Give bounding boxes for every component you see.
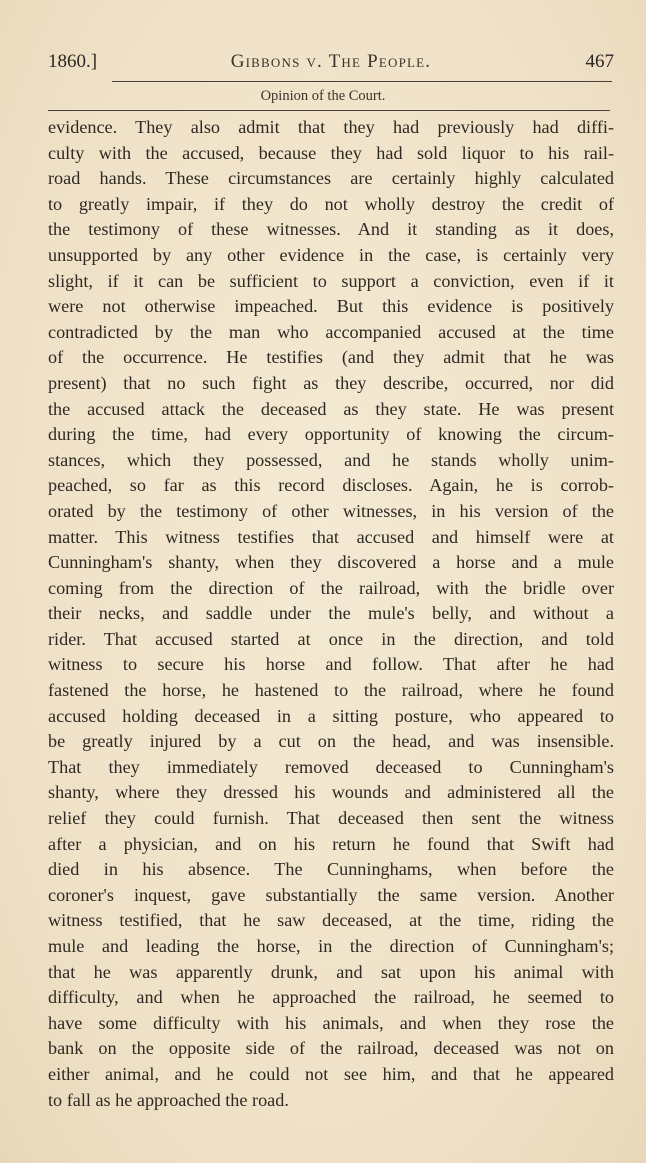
text-line: died in his absence. The Cunninghams, when before the — [48, 859, 614, 880]
text-line: culty with the accused, because they had sold liquor to his rail- — [48, 142, 614, 163]
text-line: either animal, and he could not see him, and that he appeared — [48, 1063, 614, 1084]
text-line: Cunningham's shanty, when they discovered a horse and a mule — [48, 552, 614, 573]
text-line: were not otherwise impeached. But this evidence is positively — [48, 296, 614, 317]
text-line: difficulty, and when he approached the railroad, he seemed to — [48, 987, 614, 1008]
text-line: coming from the direction of the railroad, with the bridle over — [48, 577, 614, 598]
text-line: orated by the testimony of other witnesses, in his version of the — [48, 500, 614, 521]
page-number: 467 — [585, 51, 614, 72]
header-rule-top — [112, 81, 612, 82]
header-rule-bottom — [48, 110, 610, 111]
text-line: have some difficulty with his animals, and when they rose the — [48, 1012, 614, 1033]
text-line: witness testified, that he saw deceased, at the time, riding the — [48, 910, 614, 931]
running-head — [48, 51, 614, 77]
text-line: matter. This witness testifies that accused and himself were at — [48, 526, 614, 547]
text-line: slight, if it can be sufficient to support a conviction, even if it — [48, 270, 614, 291]
text-line: peached, so far as this record discloses. Again, he is corrob- — [48, 475, 614, 496]
text-line: coroner's inquest, gave substantially the same version. Another — [48, 884, 614, 905]
text-line: mule and leading the horse, in the direction of Cunningham's; — [48, 936, 614, 956]
text-line: contradicted by the man who accompanied accused at the time — [48, 321, 614, 342]
text-line: present) that no such fight as they describe, occurred, nor did — [48, 372, 614, 393]
running-head-case-title: Gibbons v. The People. — [230, 51, 432, 72]
text-line: unsupported by any other evidence in the case, is certainly very — [48, 244, 614, 265]
text-line: that he was apparently drunk, and sat upon his animal with — [48, 961, 614, 982]
text-line: relief they could furnish. That deceased then sent the witness — [48, 808, 614, 829]
text-line: That they immediately removed deceased to Cunningham's — [48, 756, 614, 777]
text-line: stances, which they possessed, and he stands wholly unim- — [48, 449, 614, 470]
text-line: during the time, had every opportunity of knowing the circum- — [48, 424, 614, 445]
text-line: their necks, and saddle under the mule's belly, and without a — [48, 603, 614, 624]
text-line: shanty, where they dressed his wounds and administered all the — [48, 782, 614, 803]
text-line: bank on the opposite side of the railroad, deceased was not on — [48, 1038, 614, 1059]
text-line: the testimony of these witnesses. And it standing as it does, — [48, 219, 614, 240]
opinion-body-text — [48, 115, 614, 1113]
text-line: fastened the horse, he hastened to the railroad, where he found — [48, 680, 614, 701]
text-line-last: to fall as he approached the road. — [48, 1089, 289, 1110]
text-line: evidence. They also admit that they had previously had diffi- — [48, 117, 614, 137]
text-line: witness to secure his horse and follow. That after he had — [48, 654, 614, 675]
text-line: road hands. These circumstances are certainly highly calculated — [48, 168, 614, 189]
section-label: Opinion of the Court. — [260, 88, 386, 104]
text-line: of the occurrence. He testifies (and they admit that he was — [48, 347, 614, 368]
running-head-year: 1860.] — [48, 51, 98, 72]
text-line: after a physician, and on his return he found that Swift had — [48, 833, 614, 854]
text-line: the accused attack the deceased as they state. He was present — [48, 398, 614, 419]
text-line: accused holding deceased in a sitting posture, who appeared to — [48, 705, 614, 726]
text-line: be greatly injured by a cut on the head, and was insensible. — [48, 731, 614, 752]
text-line: to greatly impair, if they do not wholly destroy the credit of — [48, 193, 614, 214]
text-line: rider. That accused started at once in the direction, and told — [48, 628, 614, 649]
